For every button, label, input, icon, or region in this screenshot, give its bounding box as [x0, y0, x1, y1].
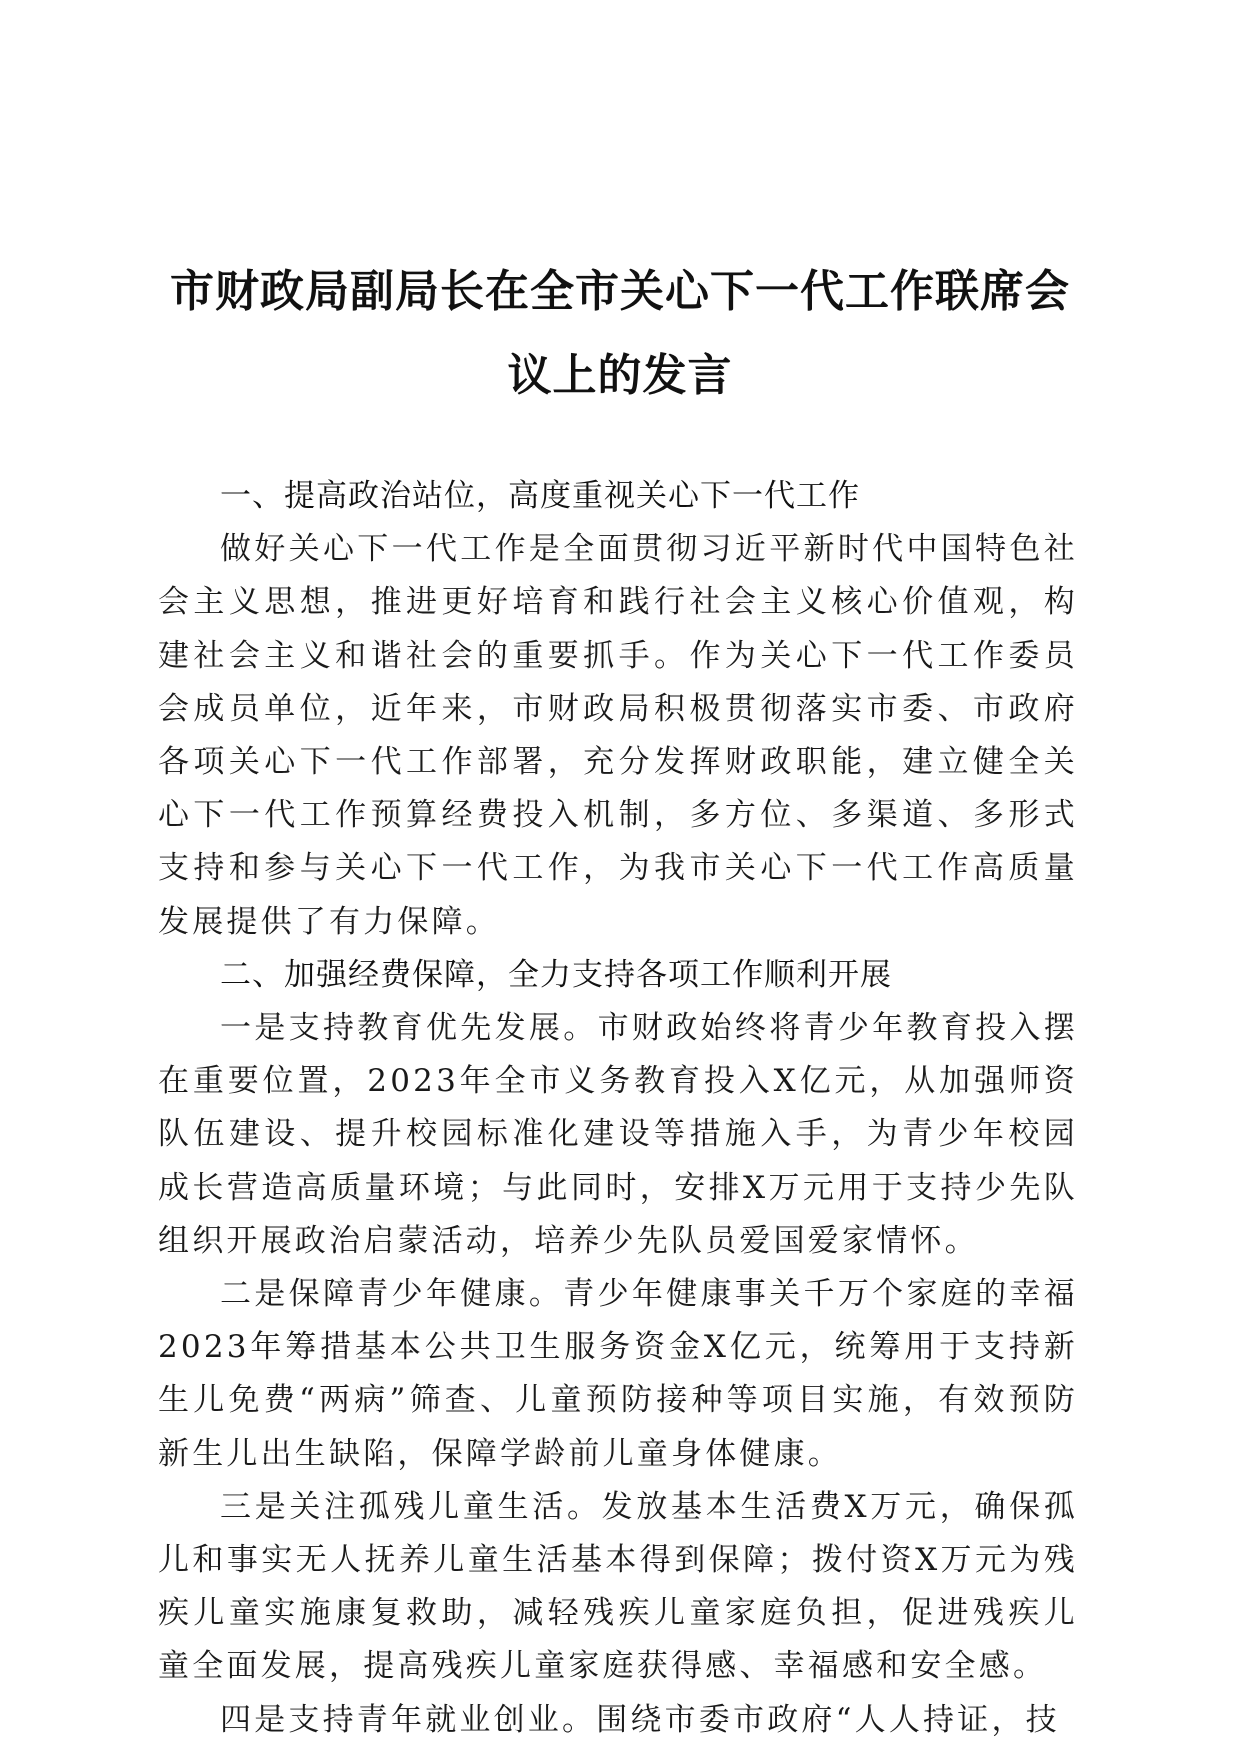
- document-title: [150, 250, 1090, 418]
- education-paragraph: 一是支持教育优先发展。市财政始终将青少年教育投入摆在重要位置，2023年全市义务教育投入X亿元，从加强师资队伍建设、提升校园标准化建设等措施入手，为青少年校园成长营造高质量环境；与此同时，安排X万元用于支持少先队组织开展政治启蒙活动，培养少先队员爱国爱家情怀。: [158, 1010, 1078, 1259]
- section-heading-1: 一、提高政治站位，高度重视关心下一代工作: [220, 478, 860, 514]
- document-title-line-1: 市财政局副局长在全市关心下一代工作联席会: [170, 266, 1070, 317]
- orphan-care-paragraph: 三是关注孤残儿童生活。发放基本生活费X万元，确保孤儿和事实无人抚养儿童生活基本得到保障；拨付资X万元为残疾儿童实施康复救助，减轻残疾儿童家庭负担，促进残疾儿童全面发展，提高残疾儿童家庭获得感、幸福感和安全感。: [158, 1488, 1078, 1685]
- health-paragraph: 二是保障青少年健康。青少年健康事关千万个家庭的幸福2023年筹措基本公共卫生服务资金X亿元，统筹用于支持新生儿免费“两病”筛查、儿童预防接种等项目实施，有效预防新生儿出生缺陷，保障学龄前儿童身体健康。: [158, 1276, 1078, 1472]
- document-body: [158, 470, 1078, 1747]
- document-title-line-2: 议上的发言: [507, 350, 733, 401]
- section-1-paragraph: 做好关心下一代工作是全面贯彻习近平新时代中国特色社会主义思想，推进更好培育和践行社会主义核心价值观，构建社会主义和谐社会的重要抓手。作为关心下一代工作委员会成员单位，近年来，市财政局积极贯彻落实市委、市政府各项关心下一代工作部署，充分发挥财政职能，建立健全关心下一代工作预算经费投入机制，多方位、多渠道、多形式支持和参与关心下一代工作，为我市关心下一代工作高质量发展提供了有力保障。: [158, 531, 1078, 940]
- section-heading-2: 二、加强经费保障，全力支持各项工作顺利开展: [220, 956, 892, 993]
- employment-paragraph: 四是支持青年就业创业。围绕市委市政府“人人持证，技: [220, 1701, 1060, 1738]
